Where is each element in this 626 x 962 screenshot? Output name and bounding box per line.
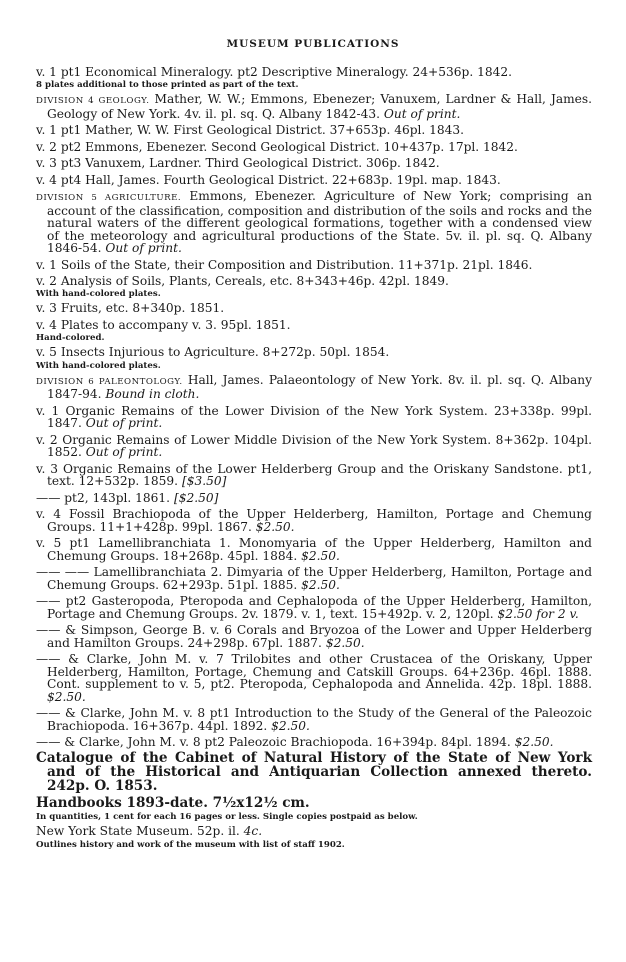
entry-text: In quantities, 1 cent for each 16 pages or less. Single copies postpaid as below. <box>36 812 418 823</box>
publication-entry <box>36 259 592 272</box>
publication-entry <box>36 405 592 430</box>
publication-entry <box>36 752 592 793</box>
publication-entry <box>36 93 592 120</box>
entry-text: v. 3 pt3 Vanuxem, Lardner. Third Geological District. 306p. 1842. <box>36 156 440 171</box>
section-label: DIVISION 6 PALEONTOLOGY. <box>36 376 183 387</box>
price-or-status: Out of print. <box>85 416 163 431</box>
price-or-status: 4c. <box>243 824 263 839</box>
entry-text: v. 5 pt1 Lamellibranchiata 1. Monomyaria of the Upper Helderberg, Hamilton and Chemung Groups. 18+268p. 45pl. 1884. <box>36 535 592 563</box>
price-or-status: Out of print. <box>383 106 461 121</box>
entry-text: —— pt2, 143pl. 1861. <box>36 490 174 505</box>
publication-entry <box>36 346 592 359</box>
entry-text: v. 2 Analysis of Soils, Plants, Cereals, etc. 8+343+46p. 42pl. 1849. <box>36 274 449 289</box>
price-or-status: [$3.50] <box>181 474 227 489</box>
price-or-status: [$2.50] <box>173 490 219 505</box>
entry-text: v. 1 pt1 Economical Mineralogy. pt2 Descriptive Mineralogy. 24+536p. 1842. <box>36 65 512 79</box>
publication-note <box>36 361 592 371</box>
entry-text: —— & Clarke, John M. v. 8 pt2 Paleozoic Brachiopoda. 16+394p. 84pl. 1894. <box>36 735 515 750</box>
entry-text: New York State Museum. 52p. il. <box>36 824 244 839</box>
publication-note <box>36 80 592 90</box>
publication-entry <box>36 736 592 749</box>
publication-entry <box>36 319 592 332</box>
publication-entry <box>36 825 592 838</box>
entry-text: Emmons, Ebenezer. Agriculture of New York; comprising an account of the classification, composition and distribution of the soils and rocks and the natural waters of the different geological formations, together with a condensed view of the meteorology and agricultural productions of the State. 5v. il. pl. sq. Q. Albany 1846-54. <box>47 188 593 256</box>
price-or-status: $2.50. <box>514 735 554 750</box>
publication-list <box>36 66 592 853</box>
price-or-status: $2.50. <box>301 548 340 563</box>
entry-text: v. 3 Organic Remains of the Lower Helderberg Group and the Oriskany Sandstone. pt1, text. 12+532p. 1859. <box>36 461 592 489</box>
publication-entry <box>36 124 592 137</box>
publication-entry <box>36 157 592 170</box>
publication-note <box>36 812 592 822</box>
publication-entry <box>36 374 592 401</box>
price-or-status: $2.50 for 2 v. <box>497 606 579 621</box>
entry-text: Outlines history and work of the museum with list of staff 1902. <box>36 839 345 850</box>
entry-text: —— & Clarke, John M. v. 8 pt1 Introduction to the Study of the General of the Paleozoic Brachiopoda. 16+367p. 44pl. 1892. <box>36 706 592 733</box>
page-header: MUSEUM PUBLICATIONS <box>226 38 400 50</box>
section-label: DIVISION 4 GEOLOGY. <box>36 96 150 107</box>
publication-entry <box>36 434 592 459</box>
entry-text: —— —— Lamellibranchiata 2. Dimyaria of the Upper Helderberg, Hamilton, Portage and Chemung Groups. 62+293p. 51pl. 1885. <box>36 564 592 592</box>
publication-entry <box>36 566 592 591</box>
publication-entry <box>36 707 592 732</box>
entry-text: Hand-colored. <box>36 333 105 344</box>
entry-text: Mather, W. W.; Emmons, Ebenezer; Vanuxem, Lardner & Hall, James. Geology of New York. 4v. il. pl. sq. Q. Albany 1842-43. <box>47 92 593 121</box>
publication-entry <box>36 508 592 533</box>
entry-text: v. 3 Fruits, etc. 8+340p. 1851. <box>36 301 225 316</box>
entry-text: v. 4 pt4 Hall, James. Fourth Geological District. 22+683p. 19pl. map. 1843. <box>36 172 501 187</box>
publication-entry <box>36 174 592 187</box>
publication-note <box>36 840 592 850</box>
publication-entry <box>36 653 592 703</box>
entry-text: —— pt2 Gasteropoda, Pteropoda and Cephalopoda of the Upper Helderberg, Hamilton, Portage and Chemung Groups. 2v. 1879. v. 1, text. 15+492p. v. 2, 120pl. <box>36 593 592 621</box>
publication-entry <box>36 66 592 79</box>
entry-text: v. 2 Organic Remains of Lower Middle Division of the New York System. 8+362p. 104pl. 1852. <box>36 432 592 460</box>
price-or-status: Bound in cloth. <box>105 387 200 402</box>
price-or-status: $2.50. <box>271 718 310 733</box>
publication-entry <box>36 141 592 154</box>
entry-text: With hand-colored plates. <box>36 360 161 371</box>
publication-entry <box>36 190 592 255</box>
entry-text: 8 plates additional to those printed as part of the text. <box>36 80 299 91</box>
publication-entry <box>36 275 592 288</box>
entry-text: Hall, James. Palaeontology of New York. 8v. il. pl. sq. Q. Albany 1847-94. <box>47 372 592 402</box>
price-or-status: $2.50. <box>301 577 340 592</box>
entry-text: Catalogue of the Cabinet of Natural History of the State of New York and of the Historical and Antiquarian Collection annexed thereto. 242p. O. 1853. <box>36 750 592 794</box>
entry-text: v. 4 Plates to accompany v. 3. 95pl. 1851. <box>36 317 291 332</box>
price-or-status: Out of print. <box>105 241 182 256</box>
publication-entry <box>36 595 592 620</box>
entry-text: v. 1 pt1 Mather, W. W. First Geological District. 37+653p. 46pl. 1843. <box>36 123 465 138</box>
price-or-status: $2.50. <box>325 635 365 650</box>
entry-text: v. 1 Organic Remains of the Lower Division of the New York System. 23+338p. 99pl. 1847. <box>36 403 592 431</box>
entry-text: With hand-colored plates. <box>36 289 161 300</box>
price-or-status: $2.50. <box>255 519 295 534</box>
publication-entry <box>36 302 592 315</box>
publication-entry <box>36 537 592 562</box>
publication-entry <box>36 463 592 488</box>
publication-entry <box>36 624 592 649</box>
entry-text: Handbooks 1893-date. 7½x12½ cm. <box>36 795 310 812</box>
entry-text: v. 5 Insects Injurious to Agriculture. 8+272p. 50pl. 1854. <box>36 345 390 360</box>
publication-note <box>36 333 592 343</box>
publication-entry <box>36 797 592 811</box>
section-label: DIVISION 5 AGRICULTURE. <box>36 192 182 203</box>
entry-text: —— & Clarke, John M. v. 7 Trilobites and other Crustacea of the Oriskany, Upper Helderberg, Hamilton, Portage, Chemung and Catskill Groups. 64+236p. 46pl. 1888. Cont. supplement to v. 5, pt2. Pteropoda, Cephalopoda and Annelida. 42p. 18pl. 1888. <box>36 651 592 692</box>
entry-text: v. 1 Soils of the State, their Composition and Distribution. 11+371p. 21pl. 1846. <box>36 257 533 272</box>
price-or-status: $2.50. <box>47 689 86 704</box>
publication-note <box>36 289 592 299</box>
publication-entry <box>36 492 592 505</box>
entry-text: v. 2 pt2 Emmons, Ebenezer. Second Geological District. 10+437p. 17pl. 1842. <box>36 139 518 154</box>
price-or-status: Out of print. <box>85 445 163 460</box>
entry-text: v. 4 Fossil Brachiopoda of the Upper Helderberg, Hamilton, Portage and Chemung Groups. 11+1+428p. 99pl. 1867. <box>36 506 592 534</box>
entry-text: —— & Simpson, George B. v. 6 Corals and Bryozoa of the Lower and Upper Helderberg and Hamilton Groups. 24+298p. 67pl. 1887. <box>36 622 592 650</box>
